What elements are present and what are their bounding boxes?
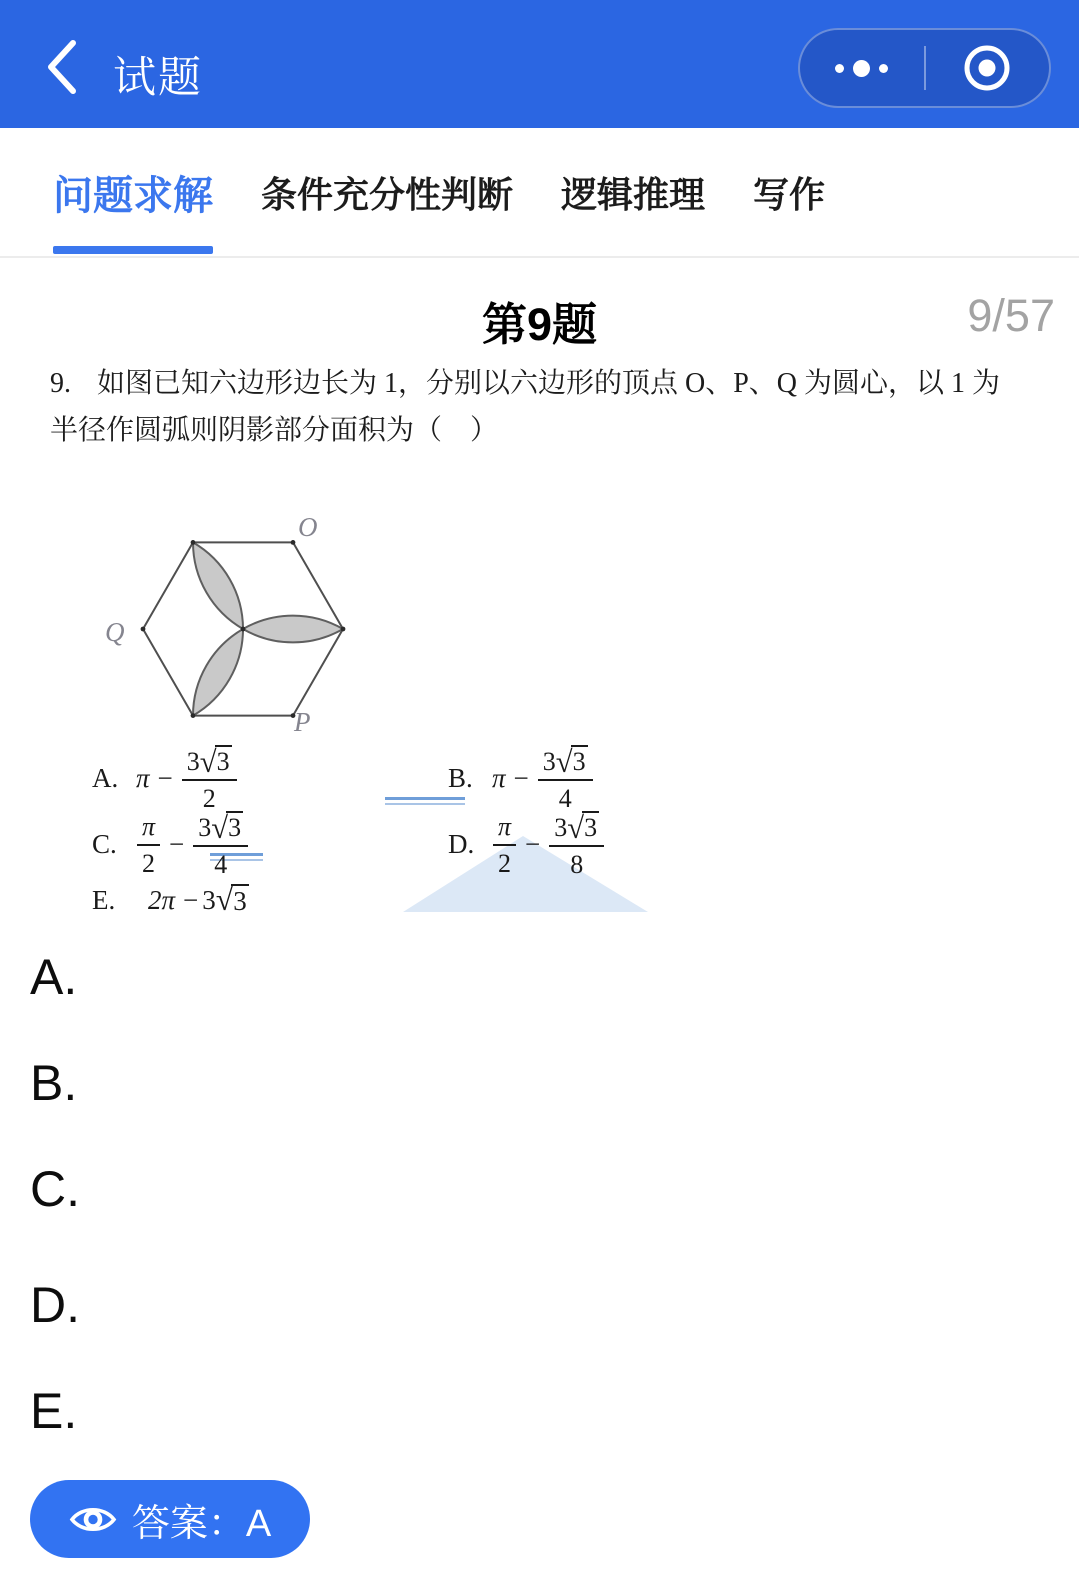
denominator: 8 (570, 850, 584, 880)
tab-label: 问题求解 (53, 173, 213, 218)
tab-condition-sufficiency[interactable] (261, 128, 513, 256)
denominator: 2 (202, 784, 216, 814)
question-number-title: 第9题 (481, 299, 598, 350)
pi-symbol: π (136, 763, 150, 794)
option-formula-c (92, 810, 253, 879)
denominator: 2 (498, 849, 512, 879)
sqrt-icon: √ (211, 810, 229, 845)
radicand: 3 (228, 813, 242, 842)
option-letter: A. (92, 763, 119, 794)
denominator: 4 (558, 784, 572, 814)
numerator: π (137, 811, 160, 846)
sqrt-icon: √ (567, 810, 585, 845)
coefficient: 3 (542, 747, 556, 776)
tab-label: 逻辑推理 (561, 173, 706, 215)
denominator: 2 (142, 849, 156, 879)
shaded-petal-lower-left (193, 629, 243, 716)
minus-sign: − (157, 763, 173, 794)
tab-bar (0, 128, 1079, 258)
sqrt-icon: √ (555, 744, 573, 779)
question-progress: 9/57 (967, 290, 1055, 341)
coefficient: 3 (186, 747, 200, 776)
question-body: 如图已知六边形边长为 1，分别以六边形的顶点 O、P、Q 为圆心，以 1 为半径作圆弧则阴影部分面积为（ ） (50, 368, 1001, 446)
vertex-label-p: P (294, 707, 311, 737)
answer-label: 答案：A (131, 1502, 272, 1545)
option-letter: D. (448, 829, 475, 860)
radicand: 3 (572, 747, 586, 776)
numerator: π (493, 811, 516, 846)
option-letter: E. (92, 885, 116, 915)
option-letter: B. (448, 763, 473, 794)
coefficient: 3 (202, 885, 216, 915)
navbar (0, 0, 1079, 128)
tab-problem-solving[interactable] (53, 128, 213, 256)
active-tab-underline (53, 246, 213, 254)
show-answer-button[interactable] (30, 1480, 310, 1558)
minus-sign: − (183, 885, 199, 915)
question-number: 9. (50, 368, 71, 399)
back-chevron-icon (45, 38, 79, 96)
choice-row-d[interactable]: D. (30, 1277, 80, 1333)
radicand: 3 (216, 747, 230, 776)
option-formula-e (92, 884, 249, 917)
option-formula-b (448, 744, 598, 813)
back-button[interactable] (38, 36, 86, 98)
choice-row-b[interactable]: B. (30, 1055, 78, 1111)
coefficient: 3 (554, 813, 568, 842)
choice-row-e[interactable]: E. (30, 1383, 78, 1439)
exit-button[interactable] (926, 30, 1050, 106)
fraction (193, 810, 248, 879)
option-formula-a (92, 744, 242, 813)
radicand: 3 (233, 886, 247, 916)
wechat-capsule (798, 28, 1051, 108)
page-title: 试题 (113, 54, 203, 102)
minus-sign: − (169, 829, 185, 860)
shaded-petal-upper-left (193, 542, 243, 629)
fraction (549, 810, 604, 879)
two-pi-symbol: 2π (148, 885, 176, 915)
option-letter: C. (92, 829, 117, 860)
question-text (50, 360, 1002, 454)
fraction (538, 744, 593, 813)
choice-row-a[interactable]: A. (30, 949, 78, 1005)
pi-symbol: π (492, 763, 506, 794)
tab-label: 写作 (753, 173, 826, 215)
sqrt-icon: √ (215, 882, 234, 918)
option-formula-d (448, 810, 609, 879)
shaded-petal-right (243, 616, 343, 643)
tab-label: 条件充分性判断 (261, 173, 514, 215)
exit-target-icon (962, 43, 1012, 93)
vertex-label-q: Q (105, 617, 125, 647)
hexagon-figure (85, 488, 405, 740)
minus-sign: − (513, 763, 529, 794)
tab-writing[interactable] (753, 128, 825, 256)
more-button[interactable] (800, 30, 924, 106)
minus-sign: − (525, 829, 541, 860)
vertex-label-o: O (298, 512, 318, 542)
fraction (137, 811, 160, 878)
fraction (182, 744, 237, 813)
radicand: 3 (584, 813, 598, 842)
eye-icon (69, 1503, 117, 1536)
fraction (493, 811, 516, 878)
coefficient: 3 (198, 813, 212, 842)
more-dots-icon (835, 60, 888, 77)
sqrt-icon: √ (199, 744, 217, 779)
tab-logic-reasoning[interactable] (561, 128, 705, 256)
choice-row-c[interactable]: C. (30, 1161, 80, 1217)
denominator: 4 (214, 850, 228, 880)
